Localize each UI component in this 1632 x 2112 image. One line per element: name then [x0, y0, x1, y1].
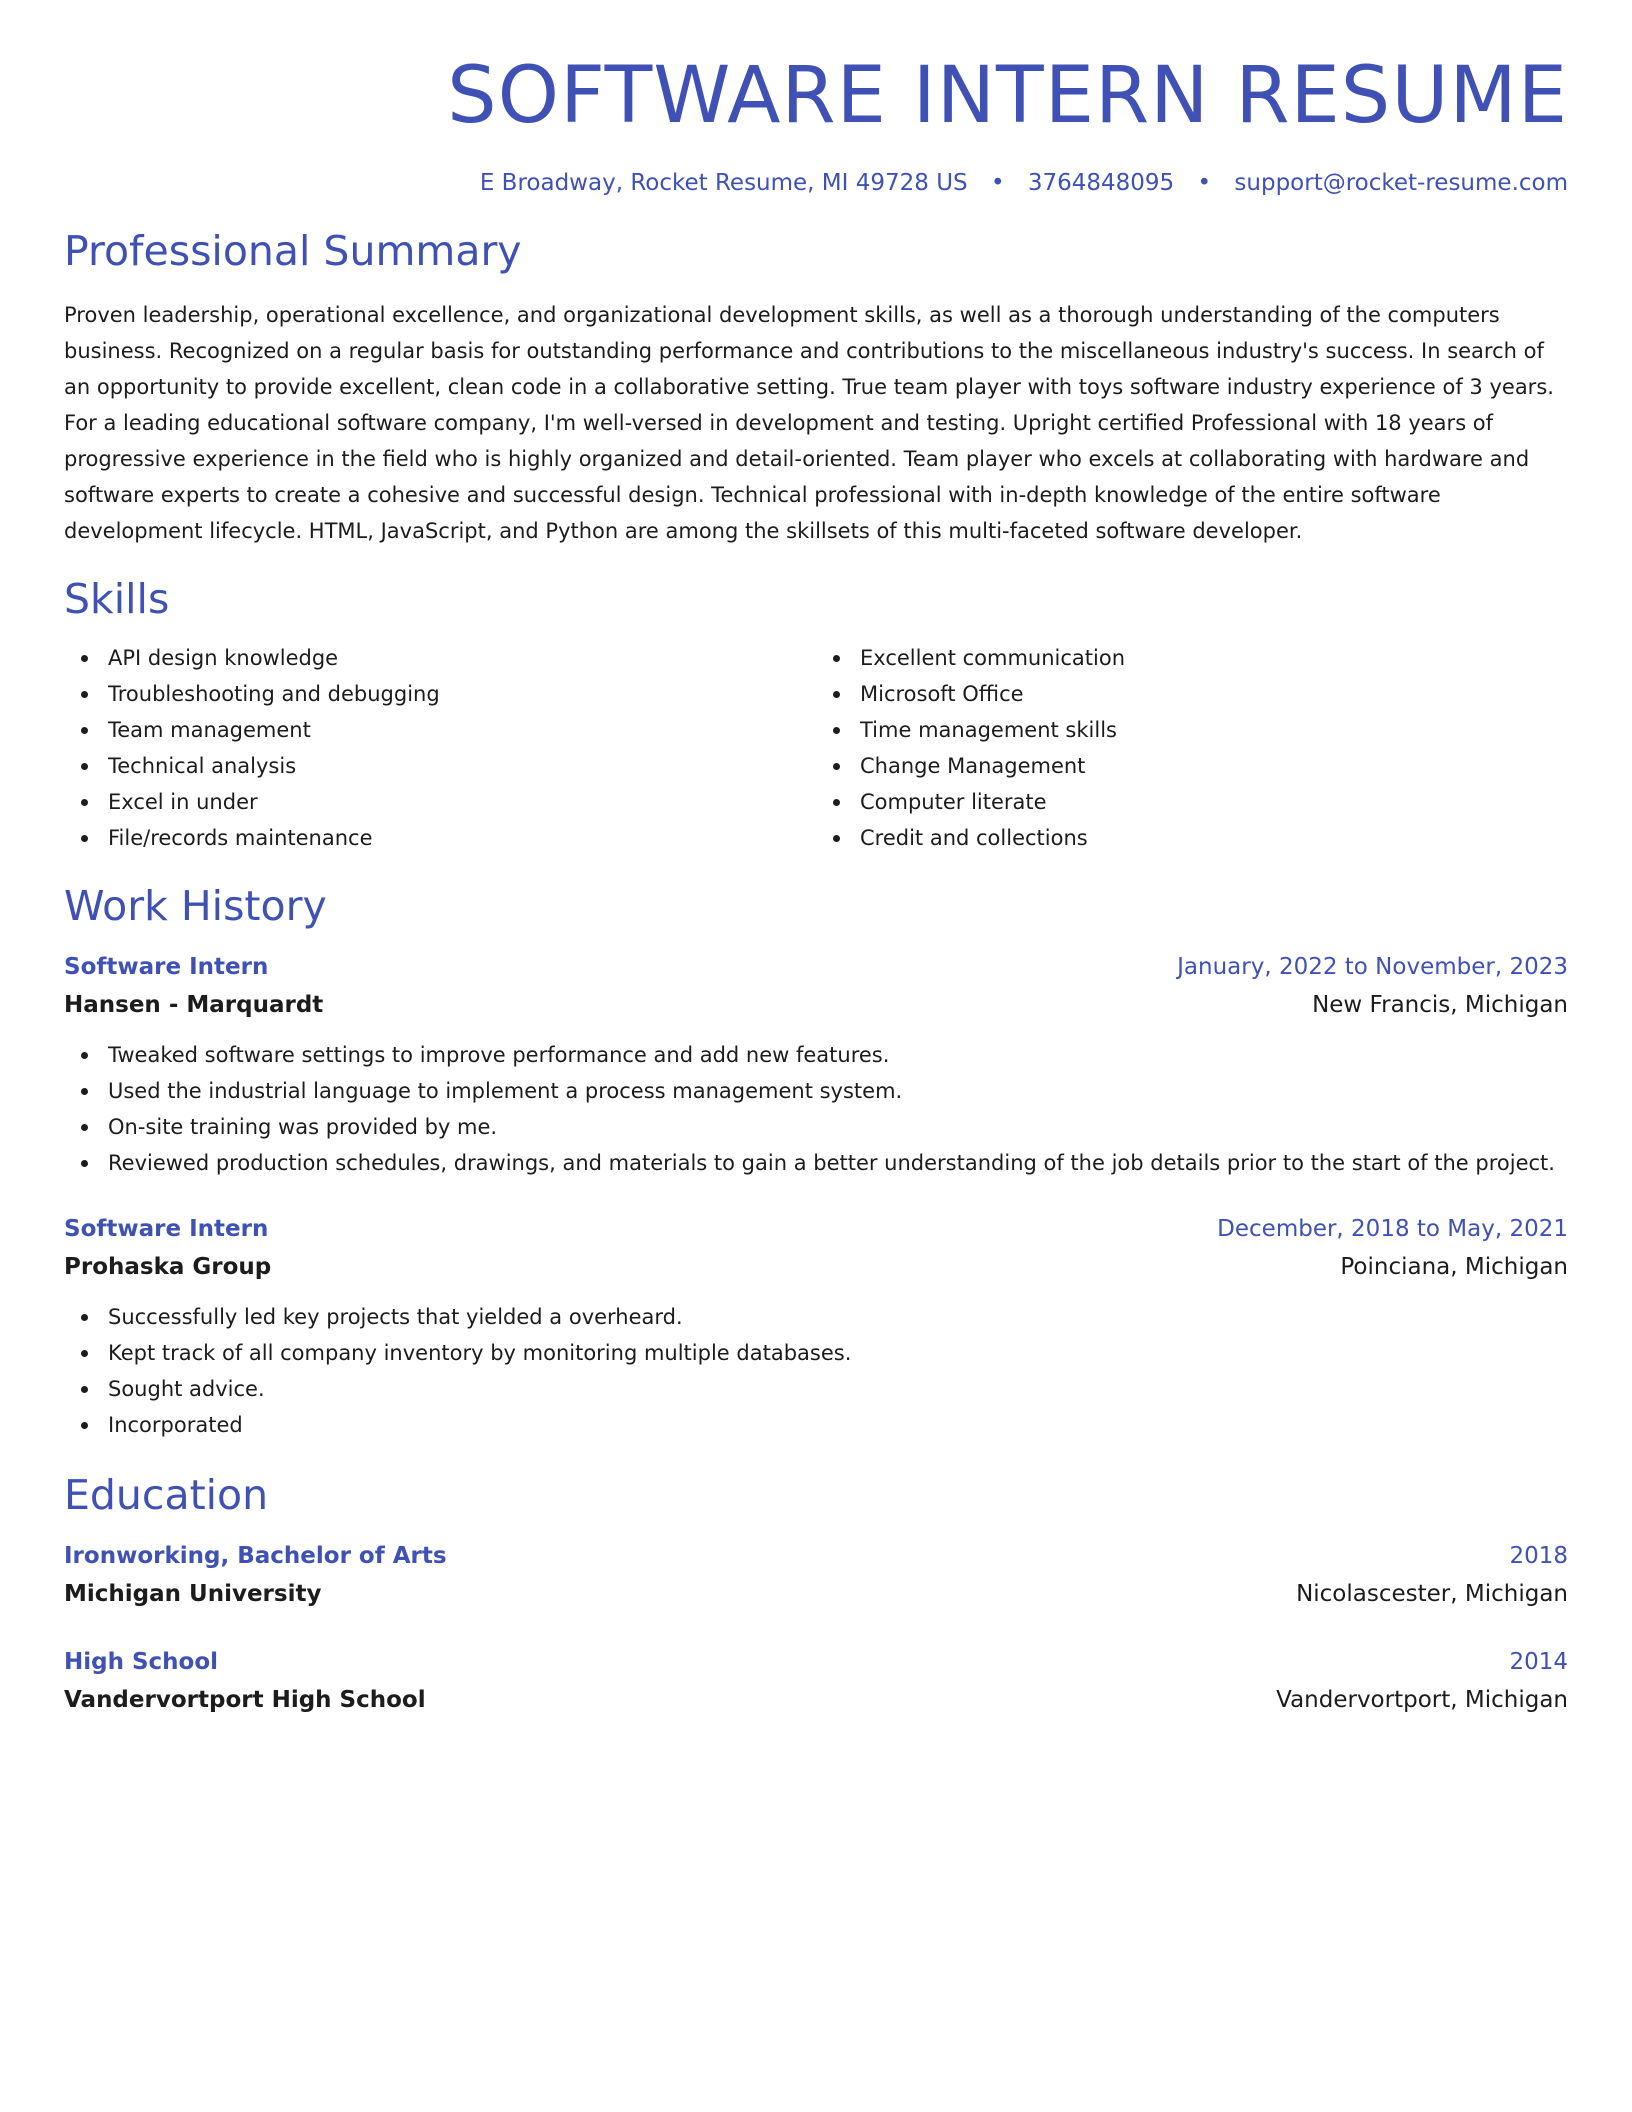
skill-item: Team management	[108, 712, 816, 748]
contact-separator: •	[990, 169, 1005, 196]
job-company: Prohaska Group	[64, 1254, 272, 1281]
education-school: Michigan University	[64, 1581, 322, 1608]
skills-column-right	[816, 640, 1568, 856]
job-location: New Francis, Michigan	[1312, 992, 1568, 1019]
job-entry	[64, 1211, 1568, 1443]
job-role: Software Intern	[64, 954, 269, 981]
skills-grid	[64, 640, 1568, 856]
education-entry	[64, 1644, 1568, 1720]
job-bullet: Reviewed production schedules, drawings, and materials to gain a better understanding of the job details prior to the start of the project.	[108, 1145, 1568, 1181]
job-bullet: On-site training was provided by me.	[108, 1109, 1568, 1145]
job-company-row	[64, 1247, 1568, 1287]
education-entry	[64, 1538, 1568, 1614]
job-dates: January, 2022 to November, 2023	[1177, 954, 1568, 981]
skill-item: Excel in under	[108, 784, 816, 820]
education-degree: Ironworking, Bachelor of Arts	[64, 1543, 447, 1570]
education-heading: Education	[64, 1471, 269, 1520]
education-year: 2014	[1509, 1649, 1568, 1676]
job-bullet: Successfully led key projects that yielded a overheard.	[108, 1299, 1568, 1335]
education-year: 2018	[1509, 1543, 1568, 1570]
job-bullet: Used the industrial language to implement a process management system.	[108, 1073, 1568, 1109]
contact-line	[64, 170, 1568, 198]
job-header-row	[64, 949, 1568, 985]
skill-item: Technical analysis	[108, 748, 816, 784]
job-company-row	[64, 985, 1568, 1025]
skill-item: Microsoft Office	[860, 676, 1568, 712]
contact-email: support@rocket-resume.com	[1234, 169, 1568, 196]
skill-item: Excellent communication	[860, 640, 1568, 676]
contact-address: E Broadway, Rocket Resume, MI 49728 US	[479, 169, 968, 196]
education-location: Vandervortport, Michigan	[1276, 1687, 1568, 1714]
skill-item: File/records maintenance	[108, 820, 816, 856]
job-bullet: Sought advice.	[108, 1371, 1568, 1407]
contact-phone: 3764848095	[1027, 169, 1175, 196]
summary-heading: Professional Summary	[64, 227, 522, 276]
skills-heading: Skills	[64, 574, 170, 623]
education-school-row	[64, 1680, 1568, 1720]
education-header-row	[64, 1538, 1568, 1574]
education-header-row	[64, 1644, 1568, 1680]
job-entry	[64, 949, 1568, 1181]
job-dates: December, 2018 to May, 2021	[1217, 1216, 1568, 1243]
skills-section	[64, 575, 1568, 856]
job-bullet: Kept track of all company inventory by monitoring multiple databases.	[108, 1335, 1568, 1371]
job-company: Hansen - Marquardt	[64, 992, 324, 1019]
skill-item: Change Management	[860, 748, 1568, 784]
job-bullets	[64, 1299, 1568, 1443]
education-degree: High School	[64, 1649, 219, 1676]
job-bullet: Incorporated	[108, 1407, 1568, 1443]
skills-column-left	[64, 640, 816, 856]
education-location: Nicolascester, Michigan	[1296, 1581, 1568, 1608]
skill-item: API design knowledge	[108, 640, 816, 676]
skill-item: Credit and collections	[860, 820, 1568, 856]
education-section	[64, 1471, 1568, 1720]
resume-title: SOFTWARE INTERN RESUME	[447, 51, 1568, 141]
work-history-section	[64, 882, 1568, 1443]
skill-item: Computer literate	[860, 784, 1568, 820]
resume-header	[64, 51, 1568, 197]
skill-item: Time management skills	[860, 712, 1568, 748]
summary-text: Proven leadership, operational excellence, and organizational development skills, as well as a thorough understanding of the computers business. Recognized on a regular basis for outstanding performance and contributions to the miscellaneous industry's success. In search of an opportunity to provide excellent, clean code in a collaborative setting. True team player with toys software industry experience of 3 years. For a leading educational software company, I'm well-versed in development and testing. Upright certified Professional with 18 years of progressive experience in the field who is highly organized and detail-oriented. Team player who excels at collaborating with hardware and software experts to create a cohesive and successful design. Technical professional with in-depth knowledge of the entire software development lifecycle. HTML, JavaScript, and Python are among the skillsets of this multi-faceted software developer.	[64, 302, 1554, 543]
education-school-row	[64, 1574, 1568, 1614]
work-history-heading: Work History	[64, 881, 327, 930]
summary-section	[64, 227, 1568, 548]
skill-item: Troubleshooting and debugging	[108, 676, 816, 712]
job-bullets	[64, 1037, 1568, 1181]
contact-separator: •	[1197, 169, 1212, 196]
education-school: Vandervortport High School	[64, 1687, 426, 1714]
job-location: Poinciana, Michigan	[1340, 1254, 1568, 1281]
job-header-row	[64, 1211, 1568, 1247]
job-role: Software Intern	[64, 1216, 269, 1243]
job-bullet: Tweaked software settings to improve performance and add new features.	[108, 1037, 1568, 1073]
